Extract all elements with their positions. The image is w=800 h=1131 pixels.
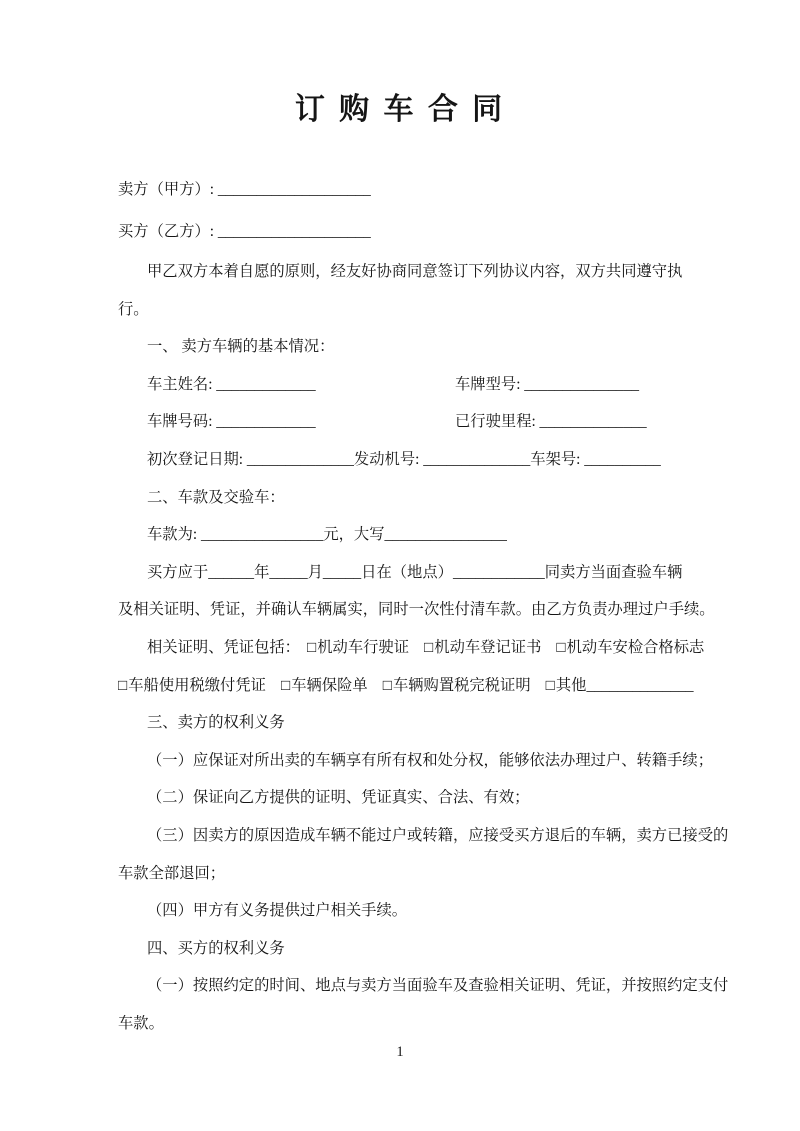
documents-checkbox-line1 (118, 629, 705, 667)
registration-engine-vin-row: 初次登记日期: ______________发动机号: ______________车架号: __________ (147, 450, 661, 468)
checkbox-item-driving-license (307, 639, 409, 656)
document-title: 订 购 车 合 同 (294, 93, 506, 126)
plate-number-field: 车牌号码: _____________ (147, 413, 316, 431)
checkbox-icon: □ (280, 676, 291, 694)
section2-heading: 二、车款及交验车： (147, 488, 285, 506)
section3-item3-line2: 车款全部退回； (118, 864, 226, 882)
document-body (118, 169, 729, 1042)
checkbox-item-purchase-tax-cert (383, 677, 531, 694)
checkbox-label: 车船使用税缴付凭证 (128, 676, 266, 694)
checkbox-icon: □ (556, 638, 566, 656)
section3-item1: （一）应保证对所出卖的车辆享有所有权和处分权，能够依法办理过户、转籍手续； (147, 751, 713, 769)
intro-paragraph-line1: 甲乙双方本着自愿的原则，经友好协商同意签订下列协议内容，双方共同遵守执 (147, 263, 683, 280)
checkbox-icon: □ (306, 638, 317, 656)
checkbox-icon: □ (424, 638, 434, 656)
checkbox-icon: □ (382, 676, 392, 694)
checkbox-label: 其他______________ (555, 676, 694, 694)
section3-item3-line1: （三）因卖方的原因造成车辆不能过户或转籍，应接受买方退后的车辆，卖方已接受的 (147, 826, 729, 844)
checkbox-item-insurance-policy (281, 677, 368, 694)
checkbox-label: 车辆保险单 (291, 676, 368, 694)
section3-item2: （二）保证向乙方提供的证明、凭证真实、合法、有效； (147, 789, 530, 807)
checkbox-item-registration-cert (424, 639, 541, 656)
price-field-line: 车款为: ________________元，大写________________ (147, 526, 507, 544)
seller-party-line: 卖方（甲方）: ____________________ (118, 181, 371, 198)
section3-item4: （四）甲方有义务提供过户相关手续。 (147, 902, 408, 920)
checkbox-icon: □ (545, 676, 555, 694)
checkbox-item-vehicle-vessel-tax (118, 677, 266, 694)
vehicle-info-row2 (118, 403, 682, 441)
vehicle-info-row1 (118, 366, 682, 404)
checkbox-label: 车辆购置税完税证明 (392, 676, 531, 694)
documents-label: 相关证明、凭证包括： (147, 638, 300, 656)
section4-heading: 四、买方的权利义务 (147, 939, 285, 957)
checkbox-label: 机动车登记证书 (434, 638, 542, 656)
plate-model-field: 车牌型号: _______________ (455, 375, 639, 393)
owner-name-field: 车主姓名: _____________ (147, 375, 316, 393)
inspection-continuation-line: 及相关证明、凭证，并确认车辆属实，同时一次性付清车款。由乙方负责办理过户手续。 (118, 601, 715, 619)
checkbox-label: 机动车安检合格标志 (566, 638, 705, 656)
buyer-party-line: 买方（乙方）: ____________________ (118, 223, 371, 240)
checkbox-item-safety-inspection-mark (556, 639, 704, 656)
section3-heading: 三、卖方的权利义务 (147, 714, 285, 732)
checkbox-label: 机动车行驶证 (317, 638, 410, 656)
page-number: 1 (396, 1044, 404, 1060)
checkbox-item-other (546, 677, 694, 694)
section1-heading: 一、 卖方车辆的基本情况： (147, 338, 335, 356)
inspection-date-line: 买方应于______年_____月_____日在（地点）____________同卖方当面查验车辆 (147, 563, 683, 581)
section4-item1-line1: （一）按照约定的时间、地点与卖方当面验车及查验相关证明、凭证，并按照约定支付 (147, 977, 729, 995)
mileage-field: 已行驶里程: ______________ (455, 413, 647, 431)
checkbox-icon: □ (118, 676, 128, 694)
section4-item1-line2: 车款。 (118, 1014, 164, 1032)
documents-checkbox-line2 (118, 667, 694, 705)
intro-paragraph-line2: 行。 (118, 300, 149, 318)
